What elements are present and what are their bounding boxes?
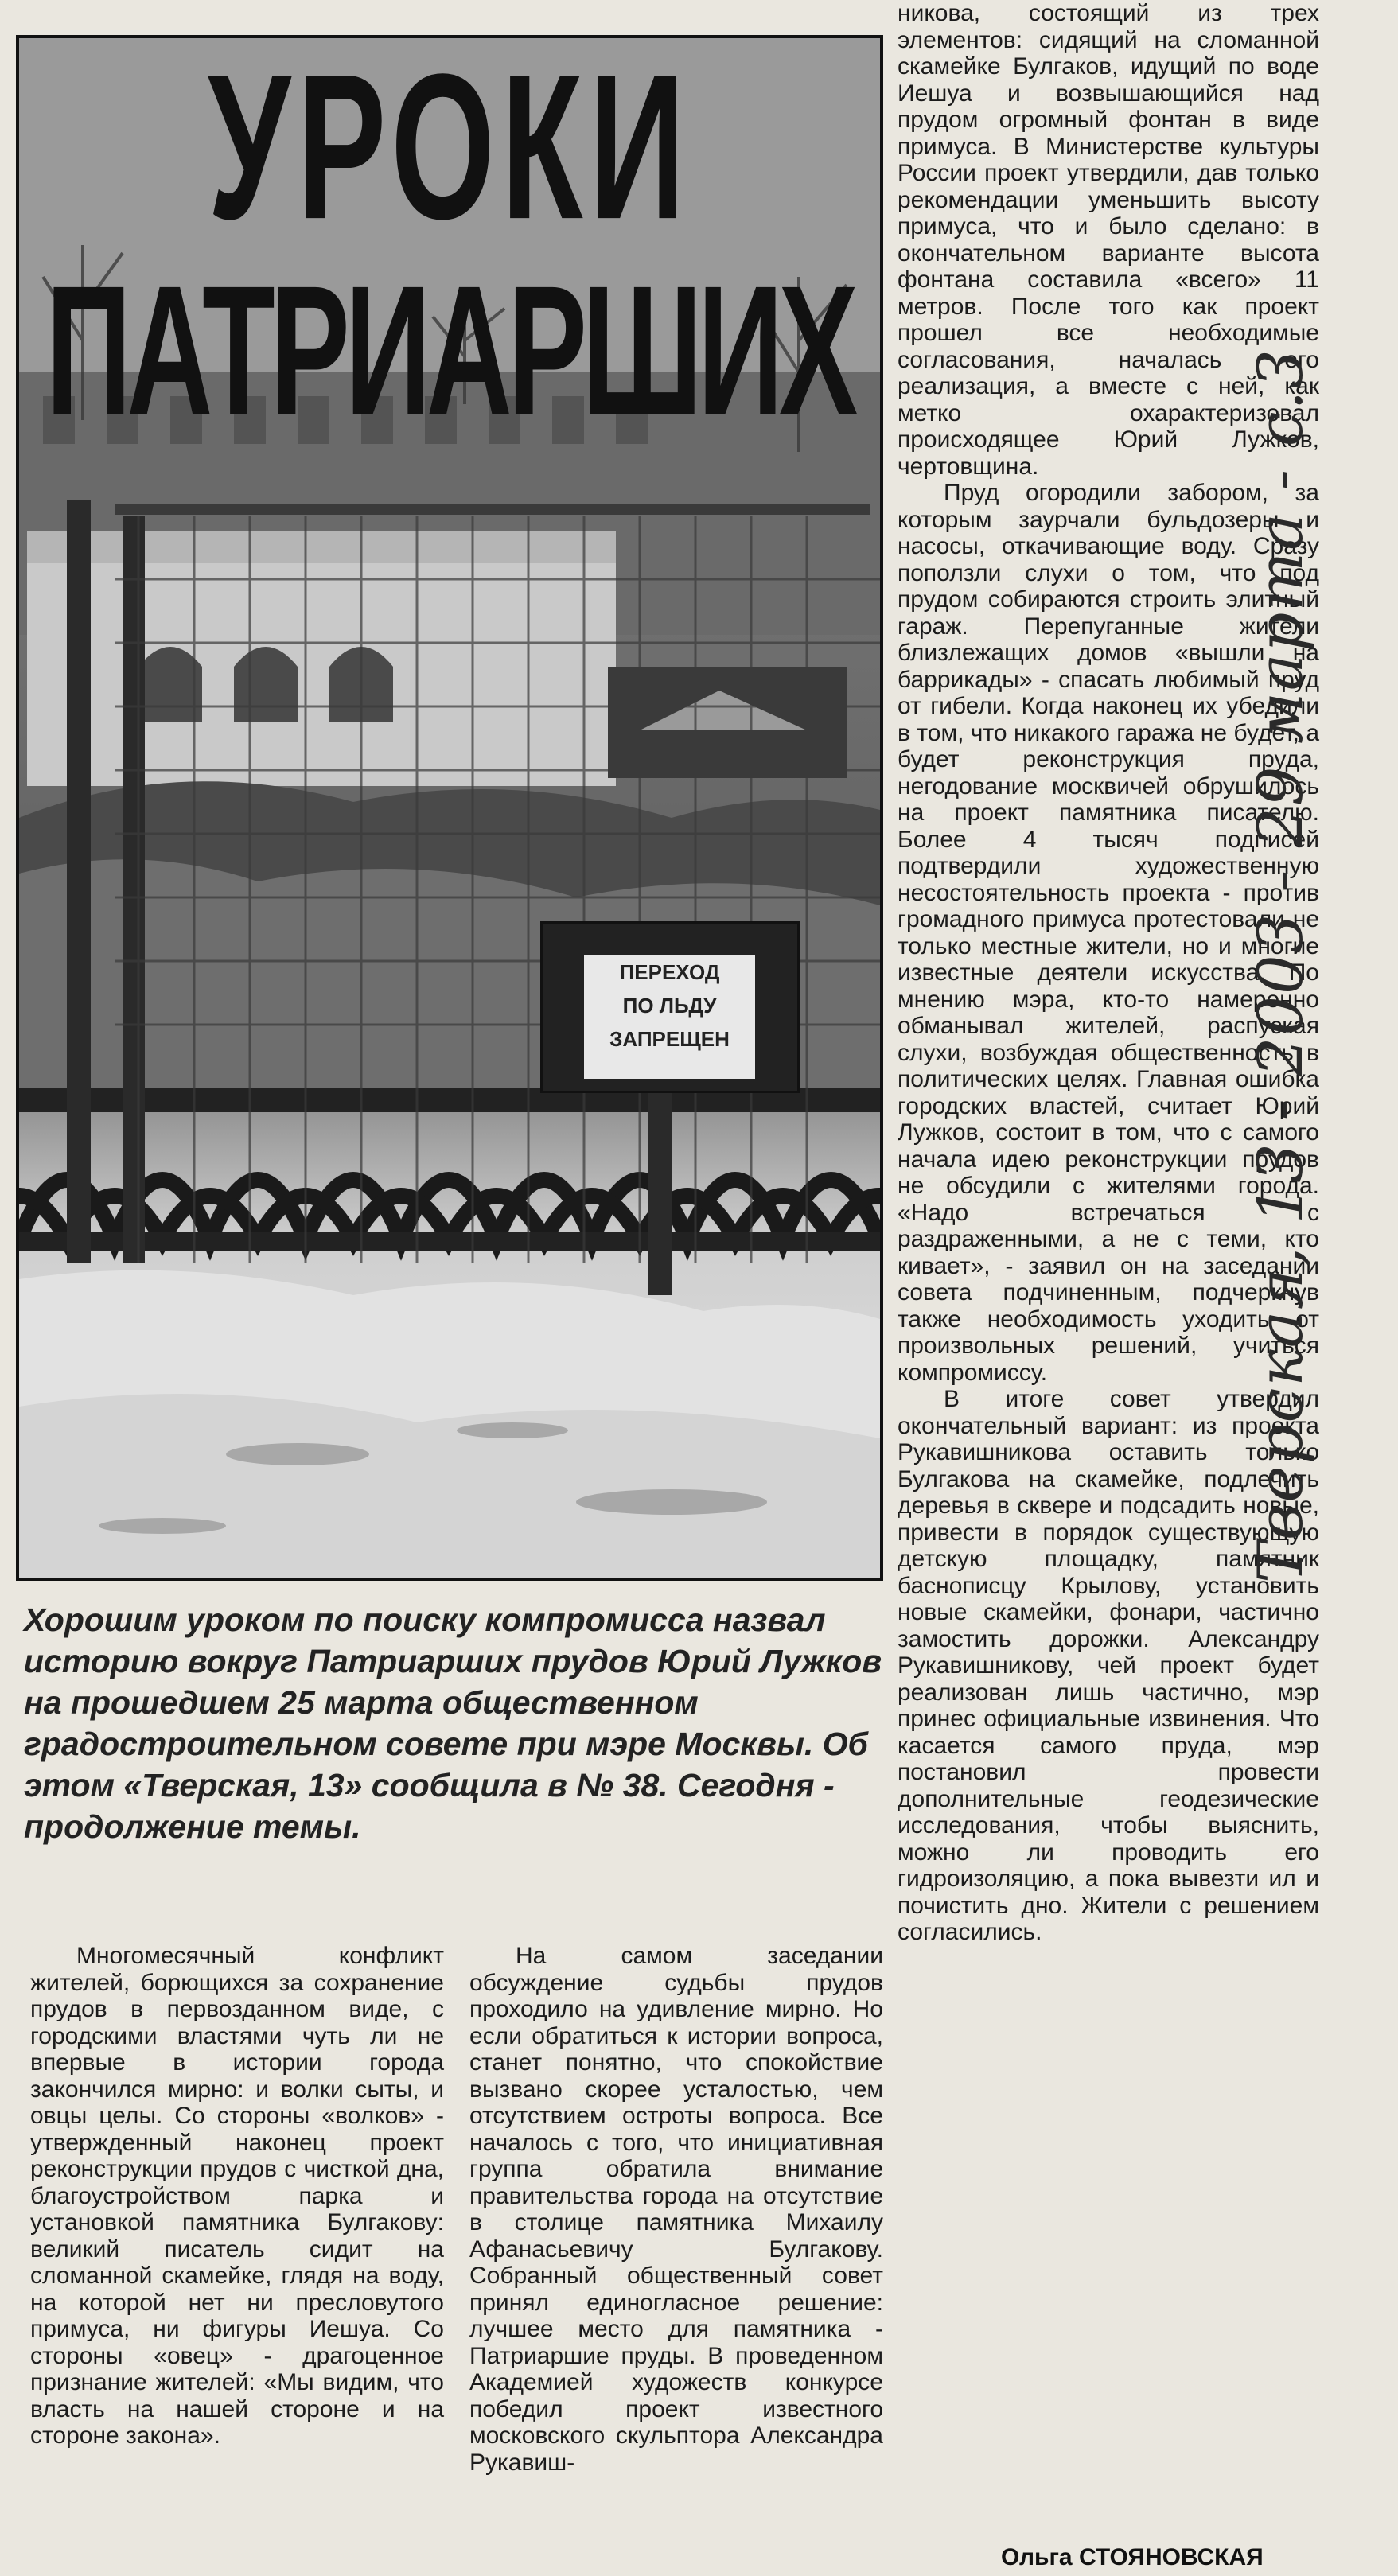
headline-line-1: УРОКИ [207, 35, 692, 263]
column-3-paragraph-1: никова, состоящий из трех элементов: сидящий на сломанной скамейке Булгаков, идущий по воде Иешуа и возвышающийся над прудом огромный фонтан в виде примуса. В Министерстве культуры России проект утвердили, дав только рекомендации уменьшить высоту примуса, что и было сделано: в окончательном варианте высота фонтана составила «всего» 11 метров. После того как проект прошел все необходимые согласования, началась его реализация, а вместе с ней, как метко охарактеризовал происходящее Юрий Лужков, чертовщина. [898, 0, 1319, 480]
handwritten-source-note: Тверская, 13 - 2003 - 29 марта - с.3 [1245, 348, 1317, 1583]
article-photo [16, 35, 883, 1581]
column-3-paragraph-3: В итоге совет утвердил окончательный вариант: из проекта Рукавишникова оставить только Булгакова на скамейке, подлечить деревья в сквере и подсадить новые, привести в порядок существующую детскую площадку, памятник баснописцу Крылову, установить новые скамейки, фонари, частично замостить дорожки. Александру Рукавишникову, чей проект будет реализован лишь частично, мэр принес официальные извинения. Что касается самого пруда, мэр постановил провести дополнительные геодезические исследования, чтобы выяснить, можно ли проводить его гидроизоляцию, а пока вывезти ил и почистить дно. Жители с решением согласились. [898, 1386, 1319, 1945]
text-column-1 [30, 1943, 444, 2450]
sign-line-1: ПЕРЕХОД [619, 960, 720, 984]
column-2-paragraph: На самом заседании обсуждение судьбы прудов проходило на удивление мирно. Но если обратиться к истории вопроса, станет понятно, что спокойствие вызвано скорее усталостью, чем отсутствием остроты вопроса. Все началось с того, что инициативная группа обратила внимание правительства города на отсутствие в столице памятника Михаилу Афанасьевичу Булгакову. Собранный общественный совет принял единогласное решение: лучшее место для памятника - Патриаршие пруды. В проведенном Академией художеств конкурсе победил проект известного московского скульптора Александра Рукавиш- [469, 1943, 883, 2476]
text-column-2 [469, 1943, 883, 2476]
ice-warning-sign [540, 921, 800, 1093]
column-3-paragraph-2: Пруд огородили забором, за которым заурчали бульдозеры и насосы, откачивающие воду. Сразу поползли слухи о том, что под прудом собираются строить элитный гараж. Перепуганные жители близлежащих домов «вышли на баррикады» - спасать любимый пруд от гибели. Когда наконец их убедили в том, что никакого гаража не будет, а будет реконструкция пруда, негодование москвичей обрушилось на проект памятника писателю. Более 4 тысяч подписей подтвердили художественную несостоятельность проекта - против громадного примуса протестовали не только местные жители, но и многие известные деятели искусства. По мнению мэра, кто-то намеренно обманывал жителей, распуская слухи, возбуждая общественность в политических целях. Главная ошибка городских властей, считает Юрий Лужков, состоит в том, что с самого начала идею реконструкции прудов не обсудили с жителями города. «Надо встречаться с раздраженными, а не с теми, кто кивает», - заявил он на заседании совета подчиненным, подчеркнув также необходимость уходить от произвольных решений, учиться компромиссу. [898, 480, 1319, 1386]
sign-line-2: ПО ЛЬДУ [622, 994, 717, 1018]
lead-paragraph: Хорошим уроком по поиску компромисса назвал историю вокруг Патриарших прудов Юрий Лужков на прошедшем 25 марта общественном градостроительном совете при мэре Москвы. Об этом «Тверская, 13» сообщила в № 38. Сегодня - продолжение темы. [24, 1601, 882, 1845]
column-1-paragraph: Многомесячный конфликт жителей, борющихся за сохранение прудов в первозданном виде, с городскими властями чуть ли не впервые в истории города закончился мирно: и волки сыты, и овцы целы. Со стороны «волков» - утвержденный наконец проект реконструкции прудов с чисткой дна, благоустройством парка и установкой памятника Булгакову: великий писатель сидит на сломанной скамейке, глядя на воду, на которой нет ни пресловутого примуса, ни фигуры Иешуа. Со стороны «овец» - драгоценное признание жителей: «Мы видим, что власть на нашей стороне и на стороне закона». [30, 1943, 444, 2449]
author-byline: Ольга СТОЯНОВСКАЯ [1001, 2544, 1264, 2570]
sign-line-3: ЗАПРЕЩЕН [609, 1027, 730, 1051]
headline-line-2: ПАТРИАРШИХ [45, 247, 854, 454]
